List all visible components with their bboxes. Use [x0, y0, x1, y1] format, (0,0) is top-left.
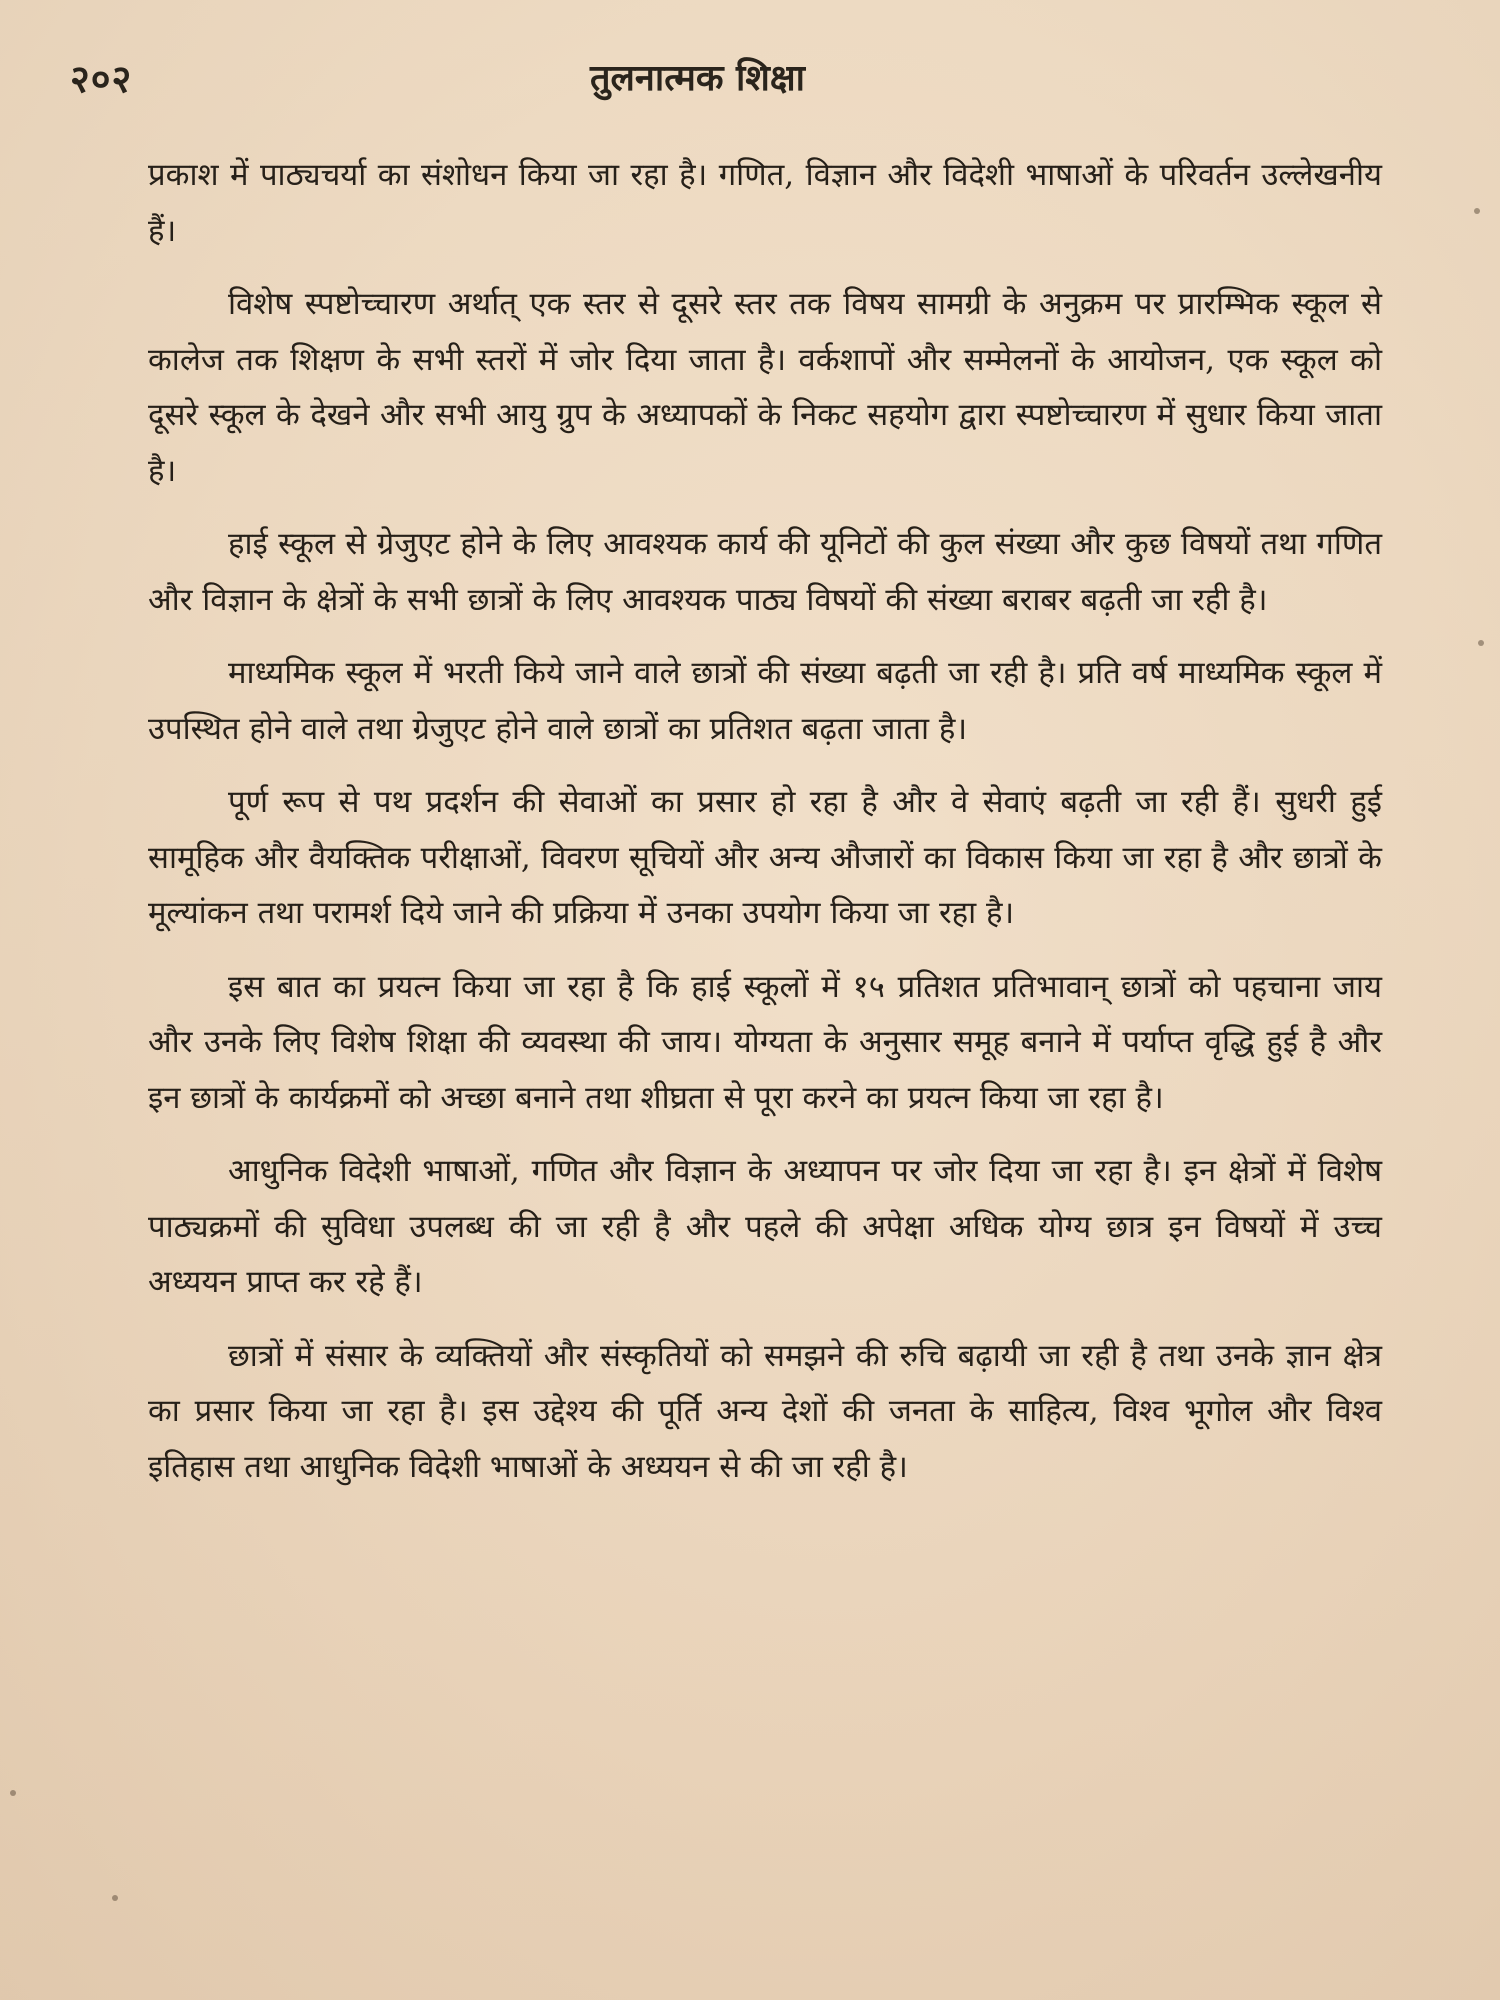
paragraph-continued: प्रकाश में पाठ्यचर्या का संशोधन किया जा रहा है। गणित, विज्ञान और विदेशी भाषाओं के परिवर्तन उल्लेखनीय हैं। — [148, 157, 1382, 249]
paragraph-enrollment: माध्यमिक स्कूल में भरती किये जाने वाले छात्रों की संख्या बढ़ती जा रही है। प्रति वर्ष माध्यमिक स्कूल में उपस्थित होने वाले तथा ग्रेजुएट होने वाले छात्रों का प्रतिशत बढ़ता जाता है। — [148, 655, 1382, 747]
paper-speck — [1474, 208, 1480, 214]
page-number: २०२ — [70, 56, 133, 101]
paragraph-gifted-students: इस बात का प्रयत्न किया जा रहा है कि हाई स्कूलों में १५ प्रतिशत प्रतिभावान् छात्रों को पहचाना जाय और उनके लिए विशेष शिक्षा की व्यवस्था की जाय। योग्यता के अनुसार समूह बनाने में पर्याप्त वृद्धि हुई है और इन छात्रों के कार्यक्रमों को अच्छा बनाने तथा शीघ्रता से पूरा करने का प्रयत्न किया जा रहा है। — [148, 968, 1382, 1116]
paragraph-languages-math-science: आधुनिक विदेशी भाषाओं, गणित और विज्ञान के अध्यापन पर जोर दिया जा रहा है। इन क्षेत्रों में विशेष पाठ्यक्रमों की सुविधा उपलब्ध की जा रही है और पहले की अपेक्षा अधिक योग्य छात्र इन विषयों में उच्च अध्ययन प्राप्त कर रहे हैं। — [148, 1153, 1382, 1300]
paragraph-world-cultures: छात्रों में संसार के व्यक्तियों और संस्कृतियों को समझने की रुचि बढ़ायी जा रही है तथा उनके ज्ञान क्षेत्र का प्रसार किया जा रहा है। इस उद्देश्य की पूर्ति अन्य देशों की जनता के साहित्य, विश्व भूगोल और विश्व इतिहास तथा आधुनिक विदेशी भाषाओं के अध्ययन से की जा रही है। — [148, 1337, 1382, 1485]
body-text — [148, 148, 1382, 1513]
paper-speck — [112, 1895, 118, 1901]
page-header — [70, 52, 1430, 112]
paper-speck — [10, 1790, 16, 1796]
running-title: तुलनात्मक शिक्षा — [590, 57, 805, 99]
paragraph-graduation-units: हाई स्कूल से ग्रेजुएट होने के लिए आवश्यक कार्य की यूनिटों की कुल संख्या और कुछ विषयों तथा गणित और विज्ञान के क्षेत्रों के सभी छात्रों के लिए आवश्यक पाठ्य विषयों की संख्या बराबर बढ़ती जा रही है। — [148, 526, 1382, 618]
paragraph-articulation: विशेष स्पष्टोच्चारण अर्थात् एक स्तर से दूसरे स्तर तक विषय सामग्री के अनुक्रम पर प्रारम्भिक स्कूल से कालेज तक शिक्षण के सभी स्तरों में जोर दिया जाता है। वर्कशापों और सम्मेलनों के आयोजन, एक स्कूल को दूसरे स्कूल के देखने और सभी आयु ग्रुप के अध्यापकों के निकट सहयोग द्वारा स्पष्टोच्चारण में सुधार किया जाता है। — [148, 286, 1382, 489]
paragraph-guidance: पूर्ण रूप से पथ प्रदर्शन की सेवाओं का प्रसार हो रहा है और वे सेवाएं बढ़ती जा रही हैं। सुधरी हुई सामूहिक और वैयक्तिक परीक्षाओं, विवरण सूचियों और अन्य औजारों का विकास किया जा रहा है और छात्रों के मूल्यांकन तथा परामर्श दिये जाने की प्रक्रिया में उनका उपयोग किया जा रहा है। — [148, 784, 1382, 931]
paper-speck — [1478, 640, 1484, 646]
